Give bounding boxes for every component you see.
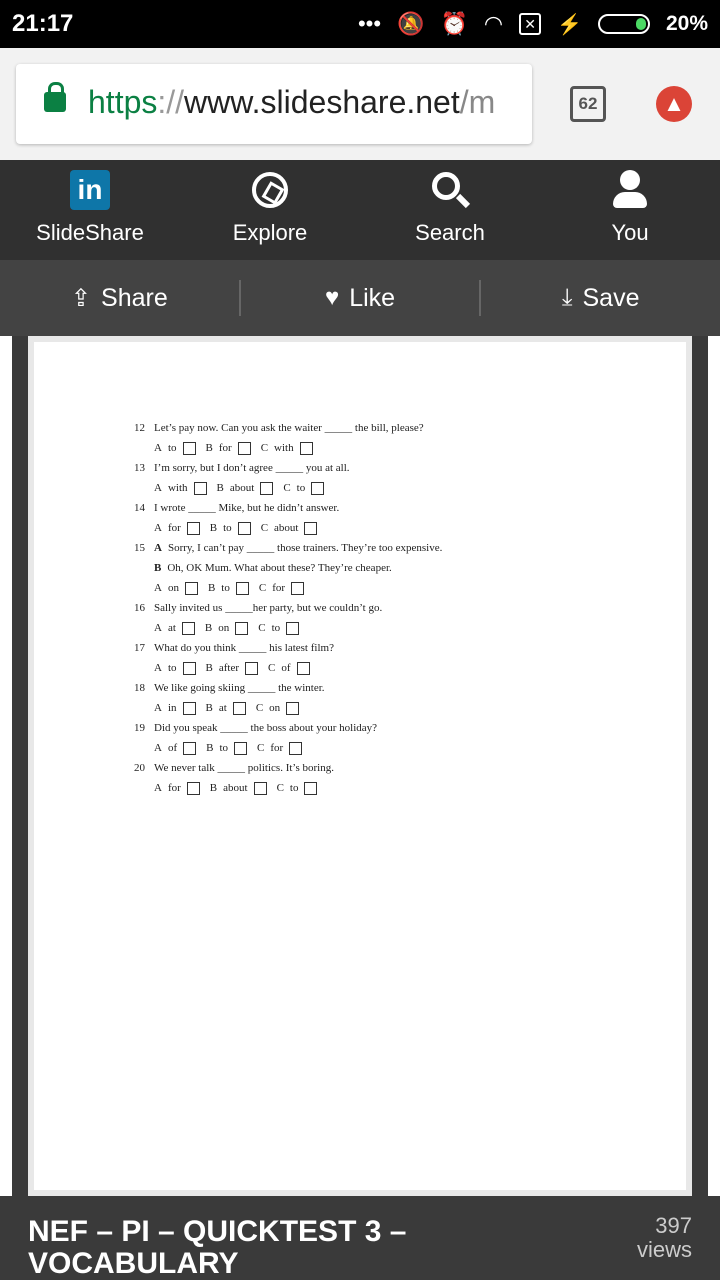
checkbox-square bbox=[187, 782, 200, 795]
charging-icon: ⚡ bbox=[557, 13, 582, 36]
url-text[interactable] bbox=[88, 84, 495, 121]
battery-percent: 20% bbox=[665, 12, 708, 35]
checkbox-square bbox=[238, 522, 251, 535]
checkbox-square bbox=[311, 482, 324, 495]
nav-label: Search bbox=[415, 220, 485, 245]
mute-icon: 🔕 bbox=[397, 11, 425, 36]
option-letter: A bbox=[154, 742, 162, 754]
views-number: 397 bbox=[655, 1213, 692, 1238]
checkbox-square bbox=[183, 662, 196, 675]
answer-option bbox=[210, 522, 251, 535]
answer-option bbox=[206, 742, 247, 755]
url-separator: :// bbox=[157, 84, 185, 120]
checkbox-square bbox=[286, 702, 299, 715]
checkbox-square bbox=[187, 522, 200, 535]
compass-icon bbox=[252, 172, 288, 208]
speaker-label: B bbox=[154, 562, 162, 574]
upload-icon[interactable]: ▲ bbox=[656, 86, 692, 122]
question-row bbox=[134, 498, 634, 518]
download-icon: ⤓ bbox=[561, 284, 573, 311]
more-dots-icon: ••• bbox=[357, 11, 382, 36]
option-letter: C bbox=[255, 702, 264, 714]
question-number: 12 bbox=[134, 422, 145, 434]
option-word: at bbox=[218, 702, 227, 714]
slide-document bbox=[134, 418, 634, 798]
user-icon bbox=[612, 170, 648, 210]
option-letter: C bbox=[257, 742, 265, 754]
options-row bbox=[134, 578, 634, 598]
answer-option bbox=[261, 522, 318, 535]
option-letter: A bbox=[154, 442, 162, 454]
wifi-icon: ◠ bbox=[483, 11, 504, 36]
like-button[interactable] bbox=[241, 260, 480, 336]
heart-icon: ♥ bbox=[324, 284, 340, 311]
option-word: on bbox=[218, 622, 230, 634]
option-letter: B bbox=[207, 582, 216, 594]
checkbox-square bbox=[233, 702, 246, 715]
answer-option bbox=[154, 482, 207, 495]
nav-label: SlideShare bbox=[36, 220, 144, 245]
nav-item-slideshare[interactable] bbox=[0, 160, 180, 260]
checkbox-square bbox=[304, 782, 317, 795]
option-letter: B bbox=[206, 742, 214, 754]
option-word: for bbox=[218, 442, 232, 454]
checkbox-square bbox=[182, 622, 195, 635]
question-row bbox=[134, 598, 634, 618]
answer-option bbox=[258, 622, 299, 635]
question-text: I’m sorry, but I don’t agree _____ you at all. bbox=[154, 462, 350, 474]
nav-label: Explore bbox=[232, 220, 308, 245]
answer-option bbox=[283, 482, 324, 495]
question-text: We like going skiing _____ the winter. bbox=[154, 682, 325, 694]
option-word: to bbox=[167, 662, 177, 674]
option-letter: B bbox=[205, 662, 213, 674]
answer-option bbox=[261, 442, 313, 455]
question-row bbox=[134, 638, 634, 658]
status-icons bbox=[358, 8, 708, 40]
question-text: What do you think _____ his latest film? bbox=[154, 642, 334, 654]
answer-option bbox=[154, 662, 196, 675]
like-label: Like bbox=[349, 283, 396, 312]
question-row bbox=[134, 678, 634, 698]
option-letter: C bbox=[260, 442, 269, 454]
option-letter: B bbox=[204, 622, 213, 634]
option-word: to bbox=[221, 582, 230, 594]
option-word: with bbox=[167, 482, 188, 494]
option-word: of bbox=[281, 662, 291, 674]
status-time: 21:17 bbox=[12, 10, 74, 37]
checkbox-square bbox=[286, 622, 299, 635]
option-word: on bbox=[269, 702, 281, 714]
search-icon bbox=[430, 170, 470, 210]
share-icon: ⇪ bbox=[70, 284, 92, 312]
view-count bbox=[637, 1214, 692, 1262]
question-number: 17 bbox=[134, 642, 145, 654]
option-letter: C bbox=[276, 782, 284, 794]
question-text: Sorry, I can’t pay _____ those trainers. They’re too expensive. bbox=[167, 542, 443, 554]
option-word: about bbox=[274, 522, 299, 534]
views-label: views bbox=[636, 1237, 692, 1262]
option-word: at bbox=[167, 622, 176, 634]
checkbox-square bbox=[245, 662, 258, 675]
option-word: about bbox=[229, 482, 255, 494]
checkbox-square bbox=[183, 702, 196, 715]
option-letter: B bbox=[209, 522, 218, 534]
save-label: Save bbox=[582, 283, 640, 312]
share-label: Share bbox=[101, 283, 168, 312]
checkbox-square bbox=[260, 482, 273, 495]
options-row bbox=[134, 778, 634, 798]
option-word: to bbox=[289, 782, 299, 794]
share-button[interactable] bbox=[0, 260, 239, 336]
question-row bbox=[134, 758, 634, 778]
battery-icon bbox=[598, 14, 650, 34]
url-path: /m bbox=[459, 84, 496, 120]
checkbox-square bbox=[238, 442, 251, 455]
option-word: to bbox=[223, 522, 232, 534]
option-letter: A bbox=[154, 482, 162, 494]
answer-option bbox=[268, 662, 310, 675]
answer-option bbox=[206, 442, 251, 455]
checkbox-square bbox=[254, 782, 267, 795]
option-letter: A bbox=[154, 622, 162, 634]
current-slide[interactable] bbox=[28, 336, 692, 1196]
option-letter: C bbox=[283, 482, 291, 494]
options-row bbox=[134, 438, 634, 458]
slideshare-nav bbox=[0, 160, 720, 260]
alarm-icon: ⏰ bbox=[440, 11, 468, 36]
answer-option bbox=[154, 522, 200, 535]
url-bar[interactable] bbox=[16, 64, 532, 144]
question-number: 18 bbox=[134, 682, 145, 694]
checkbox-square bbox=[297, 662, 310, 675]
answer-option bbox=[259, 582, 304, 595]
checkbox-square bbox=[236, 582, 249, 595]
url-host: www.slideshare.net bbox=[184, 84, 460, 120]
options-row bbox=[134, 738, 634, 758]
option-letter: A bbox=[154, 702, 162, 714]
option-letter: C bbox=[268, 662, 276, 674]
linkedin-icon: in bbox=[70, 170, 110, 210]
next-slide-edge[interactable] bbox=[708, 336, 720, 1196]
status-bar bbox=[0, 0, 720, 48]
option-word: on bbox=[167, 582, 179, 594]
checkbox-square bbox=[304, 522, 317, 535]
answer-option bbox=[208, 582, 249, 595]
option-word: to bbox=[271, 622, 281, 634]
answer-option bbox=[257, 742, 302, 755]
checkbox-square bbox=[185, 582, 198, 595]
option-word: for bbox=[167, 522, 181, 534]
options-row bbox=[134, 698, 634, 718]
answer-option bbox=[154, 582, 198, 595]
question-row bbox=[134, 538, 634, 558]
option-word: for bbox=[272, 582, 286, 594]
option-letter: C bbox=[258, 582, 267, 594]
checkbox-square bbox=[183, 442, 196, 455]
answer-option bbox=[154, 742, 196, 755]
nav-item-search[interactable] bbox=[360, 160, 540, 260]
answer-option bbox=[256, 702, 299, 715]
option-letter: B bbox=[205, 442, 213, 454]
answer-option bbox=[206, 702, 246, 715]
url-scheme: https bbox=[88, 84, 158, 120]
option-letter: A bbox=[154, 662, 162, 674]
question-number: 13 bbox=[134, 462, 145, 474]
option-word: to bbox=[296, 482, 306, 494]
question-row-continued bbox=[134, 558, 634, 578]
option-letter: A bbox=[154, 582, 162, 594]
option-letter: C bbox=[258, 622, 266, 634]
presentation-title: NEF – PI – QUICKTEST 3 – VOCABULARY bbox=[28, 1215, 407, 1280]
option-letter: B bbox=[216, 482, 224, 494]
nav-item-you[interactable] bbox=[540, 160, 720, 260]
checkbox-square bbox=[289, 742, 302, 755]
question-number: 20 bbox=[134, 762, 145, 774]
question-text: I wrote _____ Mike, but he didn’t answer. bbox=[154, 502, 340, 514]
options-row bbox=[134, 478, 634, 498]
answer-option bbox=[210, 782, 267, 795]
option-word: with bbox=[274, 442, 294, 454]
question-text: Did you speak _____ the boss about your holiday? bbox=[154, 722, 378, 734]
nav-item-explore[interactable] bbox=[180, 160, 360, 260]
option-letter: A bbox=[154, 782, 162, 794]
option-word: of bbox=[167, 742, 178, 754]
option-letter: A bbox=[154, 522, 162, 534]
checkbox-square bbox=[194, 482, 207, 495]
question-number: 19 bbox=[134, 722, 145, 734]
browser-toolbar bbox=[0, 48, 720, 160]
tab-switcher-button[interactable]: 62 bbox=[570, 86, 606, 122]
checkbox-square bbox=[235, 622, 248, 635]
options-row bbox=[134, 618, 634, 638]
options-row bbox=[134, 658, 634, 678]
question-text: We never talk _____ politics. It’s boring. bbox=[154, 762, 334, 774]
option-word: to bbox=[219, 742, 229, 754]
question-text: Let’s pay now. Can you ask the waiter _____ the bill, please? bbox=[154, 422, 424, 434]
option-letter: C bbox=[260, 522, 269, 534]
question-row bbox=[134, 458, 634, 478]
checkbox-square bbox=[291, 582, 304, 595]
question-text: Oh, OK Mum. What about these? They’re cheaper. bbox=[167, 562, 392, 574]
action-bar bbox=[0, 260, 720, 336]
previous-slide-edge[interactable] bbox=[0, 336, 12, 1196]
question-row bbox=[134, 418, 634, 438]
option-letter: B bbox=[205, 702, 213, 714]
option-word: for bbox=[167, 782, 181, 794]
answer-option bbox=[205, 622, 248, 635]
answer-option bbox=[154, 702, 196, 715]
speaker-label: A bbox=[154, 542, 162, 554]
answer-option bbox=[217, 482, 274, 495]
slide-viewer[interactable] bbox=[0, 336, 720, 1196]
save-button[interactable] bbox=[481, 260, 720, 336]
answer-option bbox=[154, 622, 195, 635]
options-row bbox=[134, 518, 634, 538]
answer-option bbox=[206, 662, 259, 675]
answer-option bbox=[154, 782, 200, 795]
option-letter: B bbox=[209, 782, 218, 794]
checkbox-square bbox=[183, 742, 196, 755]
answer-option bbox=[277, 782, 318, 795]
option-word: to bbox=[167, 442, 177, 454]
option-word: after bbox=[218, 662, 240, 674]
presentation-info bbox=[0, 1196, 720, 1280]
question-row bbox=[134, 718, 634, 738]
checkbox-square bbox=[300, 442, 313, 455]
no-sim-icon: ✕ bbox=[519, 13, 541, 35]
question-text: Sally invited us _____her party, but we couldn’t go. bbox=[154, 602, 383, 614]
option-word: about bbox=[223, 782, 248, 794]
option-word: in bbox=[167, 702, 177, 714]
lock-icon bbox=[44, 92, 66, 112]
question-number: 16 bbox=[134, 602, 145, 614]
nav-label: You bbox=[611, 220, 649, 245]
question-number: 14 bbox=[134, 502, 145, 514]
answer-option bbox=[154, 442, 196, 455]
option-word: for bbox=[270, 742, 284, 754]
question-number: 15 bbox=[134, 542, 145, 554]
checkbox-square bbox=[234, 742, 247, 755]
